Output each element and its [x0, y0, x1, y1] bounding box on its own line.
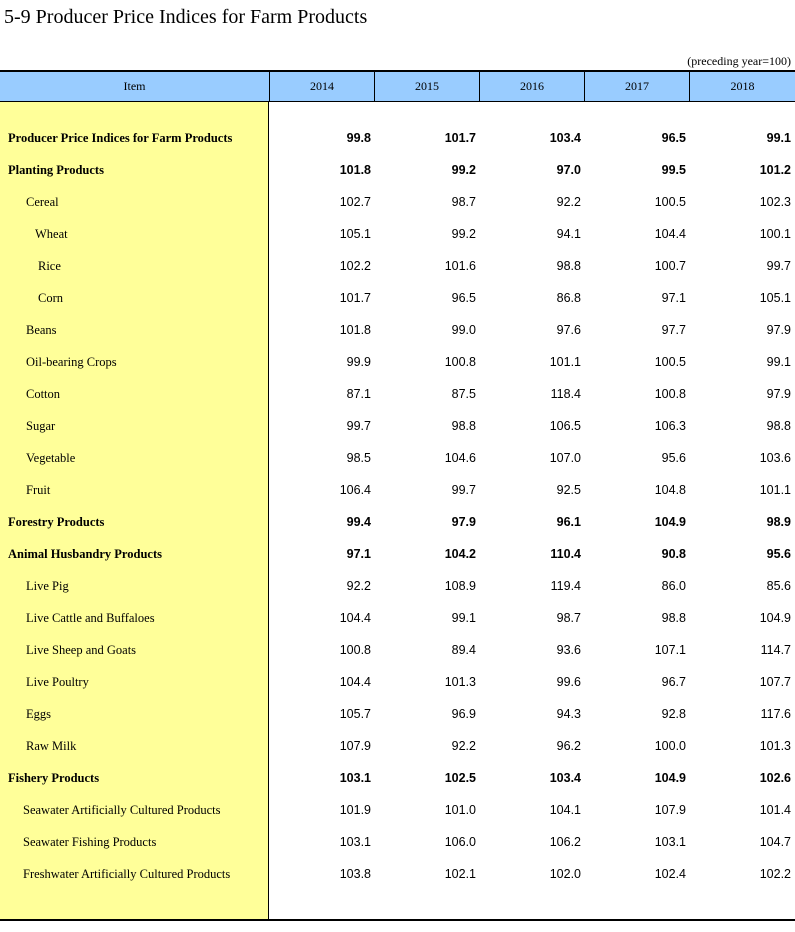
table-row — [0, 698, 795, 730]
table-row — [0, 602, 795, 634]
value-cell-2017: 106.3 — [654, 419, 686, 433]
value-cell-2014: 92.2 — [346, 579, 371, 593]
row-label: Cereal — [26, 194, 59, 209]
value-cell-2018: 98.8 — [766, 419, 791, 433]
value-cell-2014: 99.7 — [346, 419, 371, 433]
row-label: Seawater Artificially Cultured Products — [23, 802, 221, 817]
table-row — [0, 282, 795, 314]
value-cell-2018: 101.3 — [759, 739, 791, 753]
value-cell-2018: 100.1 — [759, 227, 791, 241]
row-label: Fishery Products — [8, 770, 100, 785]
value-cell-2017: 92.8 — [661, 707, 686, 721]
value-cell-2015: 104.6 — [444, 451, 476, 465]
table-header — [0, 72, 795, 102]
value-cell-2014: 103.1 — [339, 771, 371, 785]
value-cell-2017: 90.8 — [661, 547, 686, 561]
value-cell-2017: 95.6 — [661, 451, 686, 465]
value-cell-2014: 107.9 — [339, 739, 371, 753]
value-cell-2017: 100.7 — [654, 259, 686, 273]
table-row — [0, 154, 795, 186]
value-cell-2018: 97.9 — [766, 323, 791, 337]
value-cell-2018: 107.7 — [759, 675, 791, 689]
value-cell-2018: 101.4 — [759, 803, 791, 817]
header-year-2018: 2018 — [730, 79, 755, 93]
value-cell-2014: 100.8 — [339, 643, 371, 657]
value-cell-2016: 94.3 — [556, 707, 581, 721]
value-cell-2018: 99.7 — [766, 259, 791, 273]
table-row — [0, 570, 795, 602]
value-cell-2016: 103.4 — [549, 771, 581, 785]
value-cell-2018: 99.1 — [766, 131, 791, 145]
value-cell-2017: 98.8 — [661, 611, 686, 625]
value-cell-2016: 106.5 — [549, 419, 581, 433]
value-cell-2017: 86.0 — [661, 579, 686, 593]
value-cell-2014: 101.7 — [339, 291, 371, 305]
value-cell-2016: 103.4 — [549, 131, 581, 145]
table-row — [0, 730, 795, 762]
value-cell-2014: 106.4 — [339, 483, 371, 497]
table-row — [0, 378, 795, 410]
value-cell-2015: 98.7 — [451, 195, 476, 209]
value-cell-2014: 97.1 — [346, 547, 371, 561]
value-cell-2016: 106.2 — [549, 835, 581, 849]
value-cell-2017: 96.5 — [661, 131, 686, 145]
bottom-rule — [0, 919, 795, 921]
unit-note: (preceding year=100) — [687, 54, 791, 68]
table-row — [0, 634, 795, 666]
value-cell-2016: 99.6 — [556, 675, 581, 689]
header-year-2014: 2014 — [270, 72, 375, 101]
row-label: Wheat — [35, 226, 68, 241]
table-body — [0, 122, 795, 890]
value-cell-2018: 103.6 — [759, 451, 791, 465]
value-cell-2015: 89.4 — [451, 643, 476, 657]
value-cell-2014: 102.2 — [339, 259, 371, 273]
value-cell-2018: 104.9 — [759, 611, 791, 625]
value-cell-2018: 117.6 — [760, 707, 791, 721]
value-cell-2014: 105.1 — [339, 227, 371, 241]
value-cell-2014: 104.4 — [339, 675, 371, 689]
value-cell-2015: 98.8 — [451, 419, 476, 433]
value-cell-2018: 102.3 — [759, 195, 791, 209]
value-cell-2017: 100.5 — [654, 355, 686, 369]
table-row — [0, 218, 795, 250]
value-cell-2016: 118.4 — [550, 387, 581, 401]
value-cell-2015: 102.5 — [444, 771, 476, 785]
value-cell-2014: 101.8 — [339, 323, 371, 337]
table-row — [0, 794, 795, 826]
value-cell-2016: 92.5 — [556, 483, 581, 497]
table-row — [0, 858, 795, 890]
header-item: Item — [0, 72, 270, 101]
row-label: Producer Price Indices for Farm Products — [8, 130, 233, 145]
value-cell-2016: 86.8 — [556, 291, 581, 305]
row-label: Vegetable — [26, 450, 76, 465]
row-label: Fruit — [26, 482, 51, 497]
table-row — [0, 826, 795, 858]
value-cell-2018: 102.2 — [759, 867, 791, 881]
value-cell-2016: 119.4 — [550, 579, 581, 593]
table-row — [0, 762, 795, 794]
value-cell-2015: 100.8 — [444, 355, 476, 369]
value-cell-2016: 102.0 — [549, 867, 581, 881]
value-cell-2015: 108.9 — [444, 579, 476, 593]
value-cell-2016: 101.1 — [549, 355, 581, 369]
row-label: Forestry Products — [8, 514, 105, 529]
value-cell-2018: 97.9 — [766, 387, 791, 401]
value-cell-2017: 100.0 — [654, 739, 686, 753]
value-cell-2014: 87.1 — [346, 387, 371, 401]
row-label: Eggs — [26, 706, 51, 721]
table-row — [0, 186, 795, 218]
row-label: Live Pig — [26, 578, 69, 593]
value-cell-2015: 99.0 — [451, 323, 476, 337]
table-row — [0, 122, 795, 154]
row-label: Oil-bearing Crops — [26, 354, 117, 369]
row-label: Animal Husbandry Products — [8, 546, 162, 561]
value-cell-2017: 103.1 — [654, 835, 686, 849]
row-label: Live Poultry — [26, 674, 89, 689]
value-cell-2016: 104.1 — [549, 803, 581, 817]
table-row — [0, 474, 795, 506]
value-cell-2014: 103.1 — [339, 835, 371, 849]
row-label: Beans — [26, 322, 57, 337]
header-year-2015: 2015 — [375, 72, 480, 101]
value-cell-2018: 105.1 — [759, 291, 791, 305]
value-cell-2015: 96.5 — [451, 291, 476, 305]
row-label: Planting Products — [8, 162, 104, 177]
row-label: Corn — [38, 290, 63, 305]
value-cell-2015: 101.3 — [444, 675, 476, 689]
table-row — [0, 666, 795, 698]
value-cell-2014: 99.9 — [346, 355, 371, 369]
value-cell-2016: 97.6 — [556, 323, 581, 337]
value-cell-2014: 101.8 — [339, 163, 371, 177]
value-cell-2018: 95.6 — [766, 547, 791, 561]
table-row — [0, 442, 795, 474]
header-year-2016: 2016 — [480, 72, 585, 101]
row-label: Cotton — [26, 386, 61, 401]
value-cell-2014: 103.8 — [339, 867, 371, 881]
value-cell-2016: 110.4 — [550, 547, 581, 561]
value-cell-2017: 104.9 — [654, 515, 686, 529]
page-title: 5-9 Producer Price Indices for Farm Products — [4, 6, 368, 28]
value-cell-2015: 101.7 — [444, 131, 476, 145]
value-cell-2015: 106.0 — [444, 835, 476, 849]
value-cell-2017: 104.4 — [654, 227, 686, 241]
value-cell-2017: 97.7 — [661, 323, 686, 337]
table-row — [0, 506, 795, 538]
value-cell-2015: 99.2 — [451, 163, 476, 177]
value-cell-2016: 93.6 — [556, 643, 581, 657]
value-cell-2016: 107.0 — [549, 451, 581, 465]
value-cell-2018: 101.2 — [759, 163, 791, 177]
value-cell-2015: 92.2 — [451, 739, 476, 753]
value-cell-2017: 104.9 — [654, 771, 686, 785]
row-label: Freshwater Artificially Cultured Products — [23, 866, 231, 881]
value-cell-2014: 102.7 — [339, 195, 371, 209]
row-label: Raw Milk — [26, 738, 77, 753]
row-label: Rice — [38, 258, 61, 273]
value-cell-2014: 101.9 — [339, 803, 371, 817]
value-cell-2016: 96.1 — [556, 515, 581, 529]
value-cell-2015: 104.2 — [444, 547, 476, 561]
value-cell-2015: 101.6 — [444, 259, 476, 273]
value-cell-2017: 99.5 — [661, 163, 686, 177]
value-cell-2016: 92.2 — [556, 195, 581, 209]
header-year-2017: 2017 — [585, 72, 690, 101]
row-label: Live Sheep and Goats — [26, 642, 137, 657]
value-cell-2017: 104.8 — [654, 483, 686, 497]
value-cell-2017: 100.8 — [654, 387, 686, 401]
table-row — [0, 314, 795, 346]
value-cell-2015: 99.2 — [451, 227, 476, 241]
value-cell-2015: 96.9 — [451, 707, 476, 721]
table-row — [0, 410, 795, 442]
value-cell-2017: 97.1 — [661, 291, 686, 305]
value-cell-2014: 104.4 — [339, 611, 371, 625]
value-cell-2015: 97.9 — [451, 515, 476, 529]
value-cell-2015: 87.5 — [451, 387, 476, 401]
value-cell-2018: 99.1 — [766, 355, 791, 369]
value-cell-2017: 100.5 — [654, 195, 686, 209]
row-label: Live Cattle and Buffaloes — [26, 610, 155, 625]
table-row — [0, 538, 795, 570]
value-cell-2015: 99.7 — [451, 483, 476, 497]
value-cell-2018: 98.9 — [766, 515, 791, 529]
table-row — [0, 250, 795, 282]
value-cell-2016: 96.2 — [556, 739, 581, 753]
value-cell-2017: 107.9 — [654, 803, 686, 817]
value-cell-2015: 102.1 — [444, 867, 476, 881]
row-label: Sugar — [26, 418, 56, 433]
value-cell-2017: 102.4 — [654, 867, 686, 881]
value-cell-2018: 114.7 — [760, 643, 791, 657]
value-cell-2014: 99.8 — [346, 131, 371, 145]
value-cell-2018: 85.6 — [766, 579, 791, 593]
value-cell-2015: 99.1 — [451, 611, 476, 625]
value-cell-2018: 101.1 — [759, 483, 791, 497]
value-cell-2018: 104.7 — [759, 835, 791, 849]
value-cell-2016: 97.0 — [556, 163, 581, 177]
value-cell-2014: 105.7 — [339, 707, 371, 721]
value-cell-2014: 98.5 — [346, 451, 371, 465]
value-cell-2018: 102.6 — [759, 771, 791, 785]
table-row — [0, 346, 795, 378]
value-cell-2017: 107.1 — [654, 643, 686, 657]
value-cell-2016: 94.1 — [556, 227, 581, 241]
row-label: Seawater Fishing Products — [23, 834, 157, 849]
value-cell-2017: 96.7 — [661, 675, 686, 689]
value-cell-2016: 98.8 — [556, 259, 581, 273]
value-cell-2015: 101.0 — [444, 803, 476, 817]
value-cell-2016: 98.7 — [556, 611, 581, 625]
value-cell-2014: 99.4 — [346, 515, 371, 529]
